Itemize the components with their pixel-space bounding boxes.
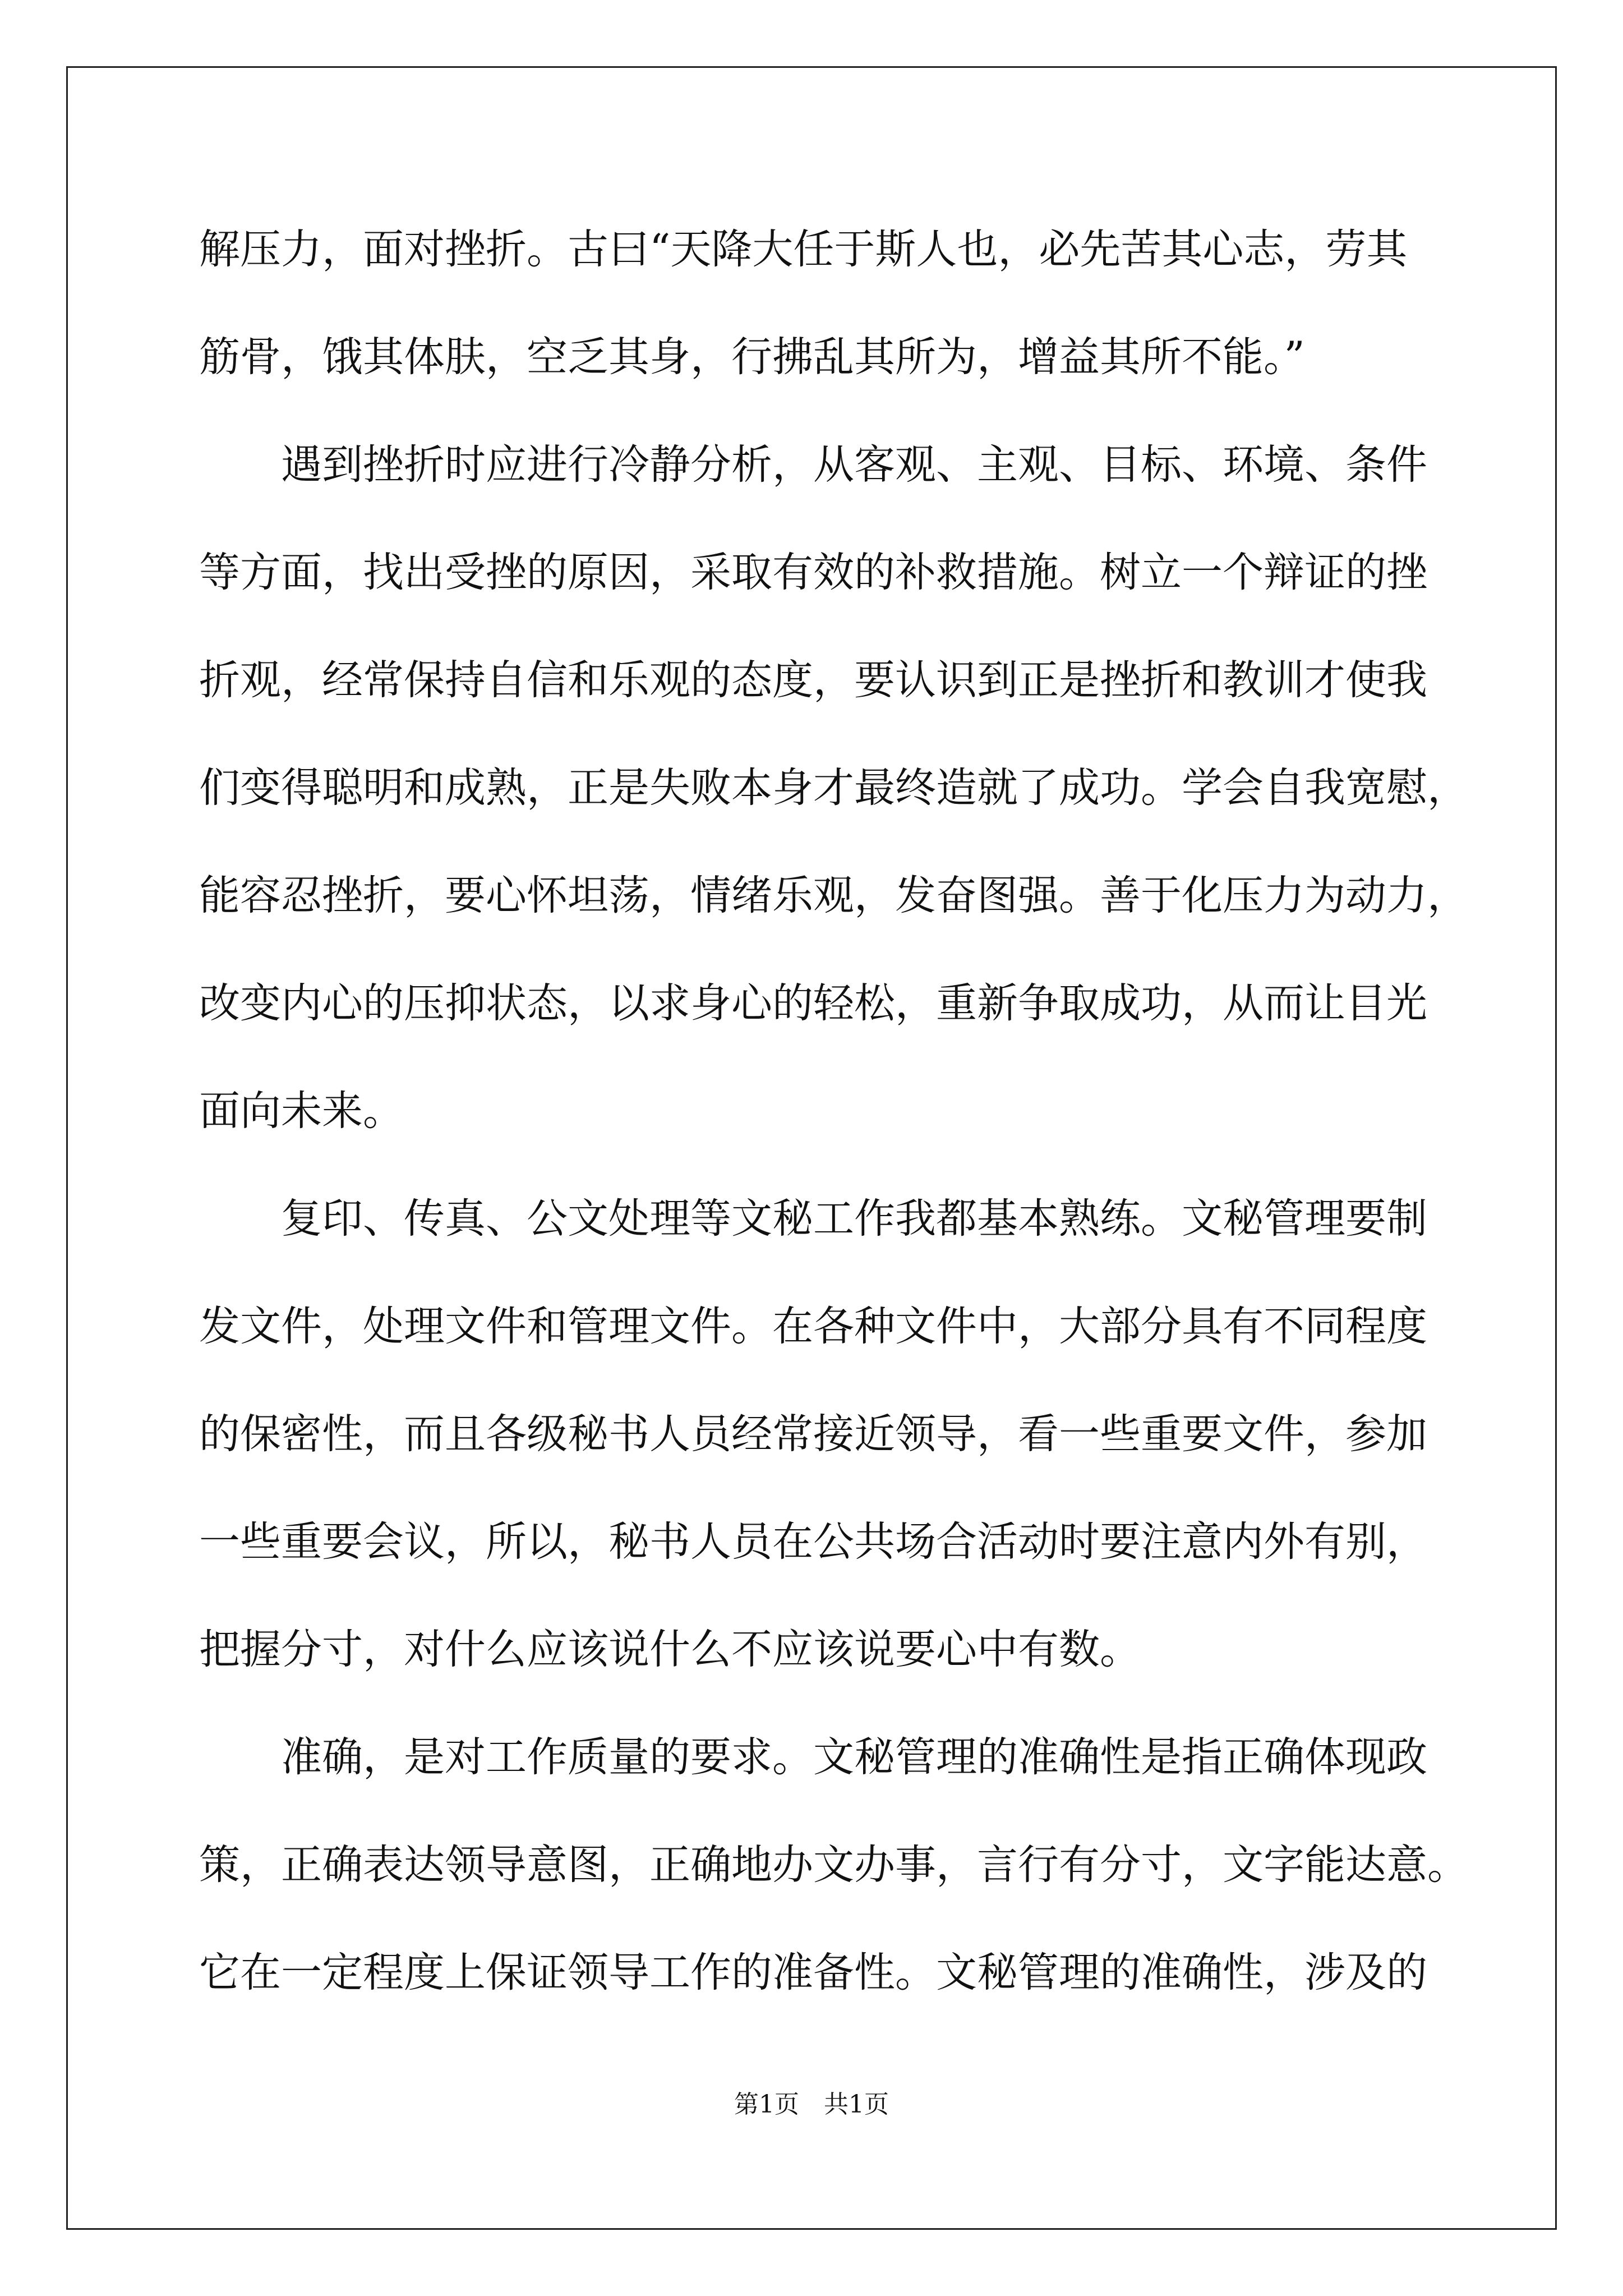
text-line: 面向未来。	[199, 1087, 404, 1135]
text-line: 改变内心的压抑状态，以求身心的轻松，重新争取成功，从而让目光	[199, 979, 1427, 1027]
text-line: 一些重要会议，所以，秘书人员在公共场合活动时要注意内外有别，	[199, 1518, 1427, 1566]
text-line: 的保密性，而且各级秘书人员经常接近领导，看一些重要文件，参加	[199, 1410, 1427, 1458]
text-line: 解压力，面对挫折。古曰“天降大任于斯人也，必先苦其心志，劳其	[199, 226, 1408, 273]
text-line: 遇到挫折时应进行冷静分析，从客观、主观、目标、环境、条件	[281, 441, 1427, 489]
text-line: 复印、传真、公文处理等文秘工作我都基本熟练。文秘管理要制	[281, 1195, 1427, 1243]
page-footer: 第1页 共1页	[734, 2090, 889, 2119]
text-line: 等方面，找出受挫的原因，采取有效的补救措施。树立一个辩证的挫	[199, 549, 1427, 596]
text-line: 策，正确表达领导意图，正确地办文办事，言行有分寸，文字能达意。	[199, 1841, 1468, 1889]
text-line: 折观，经常保持自信和乐观的态度，要认识到正是挫折和教训才使我	[199, 656, 1427, 704]
text-line: 它在一定程度上保证领导工作的准备性。文秘管理的准确性，涉及的	[199, 1949, 1427, 1996]
text-line: 把握分寸，对什么应该说什么不应该说要心中有数。	[199, 1626, 1141, 1673]
text-line: 们变得聪明和成熟，正是失败本身才最终造就了成功。学会自我宽慰，	[199, 764, 1468, 812]
text-line: 发文件，处理文件和管理文件。在各种文件中，大部分具有不同程度	[199, 1303, 1427, 1350]
text-line: 筋骨，饿其体肤，空乏其身，行拂乱其所为，增益其所不能。”	[199, 333, 1305, 381]
text-line: 准确，是对工作质量的要求。文秘管理的准确性是指正确体现政	[281, 1733, 1427, 1781]
text-line: 能容忍挫折，要心怀坦荡，情绪乐观，发奋图强。善于化压力为动力，	[199, 872, 1468, 919]
